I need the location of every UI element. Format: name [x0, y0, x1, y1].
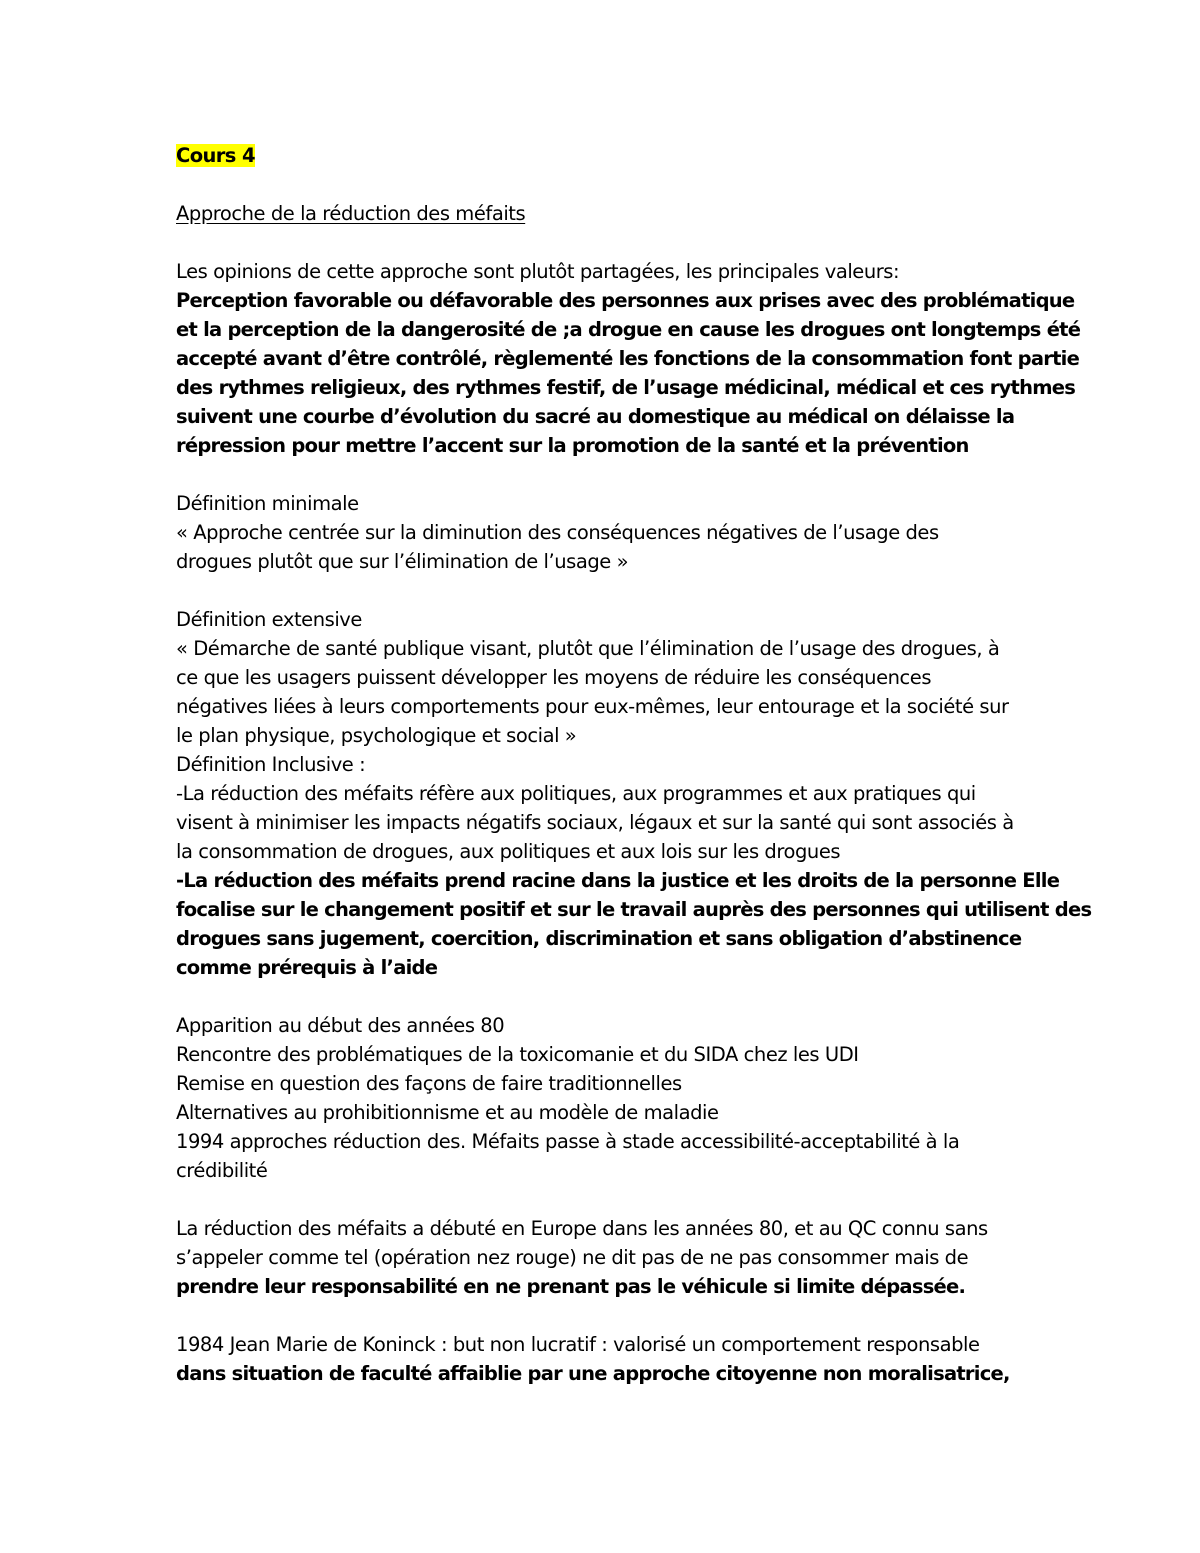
spacer: [176, 1185, 1036, 1214]
paragraph-line: la consommation de drogues, aux politiques et aux lois sur les drogues: [176, 840, 841, 863]
paragraph-line: comme prérequis à l’aide: [176, 956, 438, 979]
document-page: [176, 141, 1092, 1388]
paragraph-line: s’appeler comme tel (opération nez rouge) ne dit pas de ne pas consommer mais de: [176, 1246, 969, 1269]
paragraph-line: Apparition au début des années 80: [176, 1014, 505, 1037]
document-title: Cours 4: [176, 144, 255, 167]
paragraph-line: et la perception de la dangerosité de ;a drogue en cause les drogues ont longtemps été: [176, 318, 1081, 341]
paragraph-line: drogues sans jugement, coercition, discrimination et sans obligation d’abstinence: [176, 927, 1022, 950]
koninck-paragraph: [176, 1330, 1036, 1388]
paragraph-line: accepté avant d’être contrôlé, règlementé les fonctions de la consommation font partie: [176, 347, 1080, 370]
paragraph-line: suivent une courbe d’évolution du sacré au domestique au médical on délaisse la: [176, 405, 1015, 428]
paragraph-line: prendre leur responsabilité en ne prenant pas le véhicule si limite dépassée.: [176, 1275, 966, 1298]
europe-paragraph: [176, 1214, 1036, 1301]
paragraph-line: crédibilité: [176, 1159, 268, 1182]
paragraph-line: 1994 approches réduction des. Méfaits passe à stade accessibilité-acceptabilité à la: [176, 1130, 960, 1153]
section-heading: Définition minimale: [176, 492, 359, 515]
spacer: [176, 576, 1036, 605]
paragraph-line: Rencontre des problématiques de la toxicomanie et du SIDA chez les UDI: [176, 1043, 859, 1066]
document-subtitle: Approche de la réduction des méfaits: [176, 202, 526, 225]
spacer: [176, 982, 1036, 1011]
spacer: [176, 460, 1036, 489]
paragraph-line: drogues plutôt que sur l’élimination de l’usage »: [176, 550, 629, 573]
paragraph-line: 1984 Jean Marie de Koninck : but non lucratif : valorisé un comportement responsable: [176, 1333, 980, 1356]
paragraph-line: des rythmes religieux, des rythmes festif, de l’usage médicinal, médical et ces rythmes: [176, 376, 1076, 399]
section-heading: Définition extensive: [176, 608, 362, 631]
paragraph-line: le plan physique, psychologique et social »: [176, 724, 577, 747]
paragraph-line: dans situation de faculté affaiblie par une approche citoyenne non moralisatrice,: [176, 1362, 1010, 1385]
paragraph-line: visent à minimiser les impacts négatifs sociaux, légaux et sur la santé qui sont associés à: [176, 811, 1014, 834]
paragraph-line: Remise en question des façons de faire traditionnelles: [176, 1072, 682, 1095]
paragraph-line: « Démarche de santé publique visant, plutôt que l’élimination de l’usage des drogues, à: [176, 637, 1000, 660]
spacer: [176, 228, 1036, 257]
history-section: [176, 1011, 1036, 1185]
definition-extensive: [176, 605, 1036, 750]
paragraph-line: -La réduction des méfaits prend racine dans la justice et les droits de la personne Elle: [176, 869, 1060, 892]
paragraph-line: focalise sur le changement positif et sur le travail auprès des personnes qui utilisent des: [176, 898, 1092, 921]
paragraph-line: Les opinions de cette approche sont plutôt partagées, les principales valeurs:: [176, 260, 900, 283]
intro-paragraph: [176, 257, 1081, 460]
section-heading: Définition Inclusive :: [176, 753, 366, 776]
definition-minimale: [176, 489, 1036, 576]
paragraph-line: Perception favorable ou défavorable des personnes aux prises avec des problématique: [176, 289, 1075, 312]
paragraph-line: -La réduction des méfaits réfère aux politiques, aux programmes et aux pratiques qui: [176, 782, 976, 805]
paragraph-line: La réduction des méfaits a débuté en Europe dans les années 80, et au QC connu sans: [176, 1217, 988, 1240]
spacer: [176, 1301, 1036, 1330]
definition-inclusive: [176, 750, 1092, 982]
paragraph-line: « Approche centrée sur la diminution des conséquences négatives de l’usage des: [176, 521, 939, 544]
paragraph-line: négatives liées à leurs comportements pour eux-mêmes, leur entourage et la société sur: [176, 695, 1009, 718]
spacer: [176, 170, 1036, 199]
title-line: [176, 141, 1036, 170]
paragraph-line: Alternatives au prohibitionnisme et au modèle de maladie: [176, 1101, 719, 1124]
paragraph-line: ce que les usagers puissent développer les moyens de réduire les conséquences: [176, 666, 932, 689]
paragraph-line: répression pour mettre l’accent sur la promotion de la santé et la prévention: [176, 434, 969, 457]
